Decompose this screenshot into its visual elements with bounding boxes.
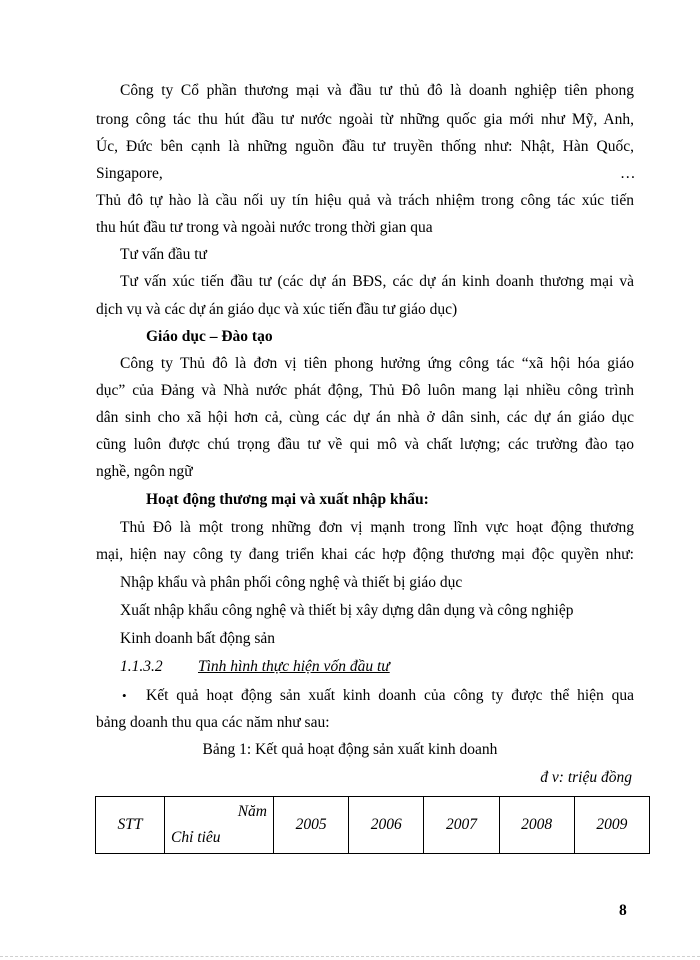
bullet-text-line: bảng doanh thu qua các năm như sau: bbox=[96, 714, 330, 731]
subheading-trade: Hoạt động thương mại và xuất nhập khẩu: bbox=[146, 491, 429, 508]
header-cell-year: 2008 bbox=[499, 797, 574, 854]
page-bottom-divider bbox=[0, 956, 700, 957]
paragraph-line: Thủ đô tự hào là cầu nối uy tín hiệu quả và trách nhiệm trong công tác xúc tiến bbox=[96, 192, 634, 209]
page-number: 8 bbox=[619, 902, 627, 919]
section-heading bbox=[120, 657, 390, 677]
paragraph-line: dân sinh cho xã hội hơn cả, cùng các dự án nhà ở dân sinh, các dự án giáo dục bbox=[96, 409, 634, 426]
header-cell-diagonal bbox=[165, 797, 274, 854]
results-table bbox=[95, 796, 650, 854]
paragraph-line: trong công tác thu hút đầu tư nước ngoài từ những quốc gia mới như Mỹ, Anh, bbox=[96, 111, 634, 128]
header-cell-year: 2007 bbox=[424, 797, 499, 854]
ellipsis: … bbox=[620, 165, 636, 182]
paragraph-line: Nhập khẩu và phân phối công nghệ và thiết bị giáo dục bbox=[120, 574, 463, 591]
header-cell-stt: STT bbox=[96, 797, 165, 854]
paragraph-line: dục” của Đảng và Nhà nước phát động, Thủ Đô luôn mang lại nhiều công trình bbox=[96, 382, 634, 399]
subheading-education: Giáo dục – Đào tạo bbox=[146, 328, 273, 345]
header-cell-year: 2009 bbox=[574, 797, 649, 854]
paragraph-line: thu hút đầu tư trong và ngoài nước trong thời gian qua bbox=[96, 219, 433, 236]
header-cell-year: 2006 bbox=[349, 797, 424, 854]
paragraph-line: Tư vấn xúc tiến đầu tư (các dự án BĐS, các dự án kinh doanh thương mại và bbox=[120, 273, 634, 290]
paragraph-line: Tư vấn đầu tư bbox=[120, 246, 207, 263]
section-number: 1.1.3.2 bbox=[120, 658, 163, 675]
paragraph-line: Kinh doanh bất động sản bbox=[120, 630, 275, 647]
paragraph-line: Công ty Cổ phần thương mại và đầu tư thủ đô là doanh nghiệp tiên phong bbox=[120, 82, 634, 99]
header-cell-year: 2005 bbox=[274, 797, 349, 854]
paragraph-line: cũng luôn được chú trọng đầu tư về qui mô và chất lượng; các trường đào tạo bbox=[96, 436, 634, 453]
paragraph-line: dịch vụ và các dự án giáo dục và xúc tiến đầu tư giáo dục) bbox=[96, 301, 458, 318]
header-year-label: Năm bbox=[237, 803, 267, 820]
paragraph-line: Thủ Đô là một trong những đơn vị mạnh trong lĩnh vực hoạt động thương bbox=[120, 519, 634, 536]
paragraph-line: mại, hiện nay công ty đang triển khai các hợp động thương mại độc quyền như: bbox=[96, 546, 634, 563]
table-caption: Bảng 1: Kết quả hoạt động sản xuất kinh doanh bbox=[202, 741, 498, 758]
table-header-row bbox=[96, 797, 650, 854]
paragraph-line: Singapore, bbox=[96, 165, 163, 182]
bullet-text-line: Kết quả hoạt động sản xuất kinh doanh của công ty được thể hiện qua bbox=[146, 687, 634, 704]
table-unit: đ v: triệu đồng bbox=[540, 769, 632, 786]
section-title: Tình hình thực hiện vốn đầu tư bbox=[198, 658, 390, 675]
paragraph-line: Công ty Thủ đô là đơn vị tiên phong hưởng ứng công tác “xã hội hóa giáo bbox=[120, 355, 634, 372]
bullet-icon: • bbox=[122, 688, 127, 703]
paragraph-line: Xuất nhập khẩu công nghệ và thiết bị xây dựng dân dụng và công nghiệp bbox=[120, 602, 574, 619]
header-metric-label: Chỉ tiêu bbox=[171, 829, 221, 846]
paragraph-line: Úc, Đức bên cạnh là những nguồn đầu tư truyền thống như: Nhật, Hàn Quốc, bbox=[96, 138, 634, 155]
paragraph-line: nghề, ngôn ngữ bbox=[96, 463, 193, 480]
